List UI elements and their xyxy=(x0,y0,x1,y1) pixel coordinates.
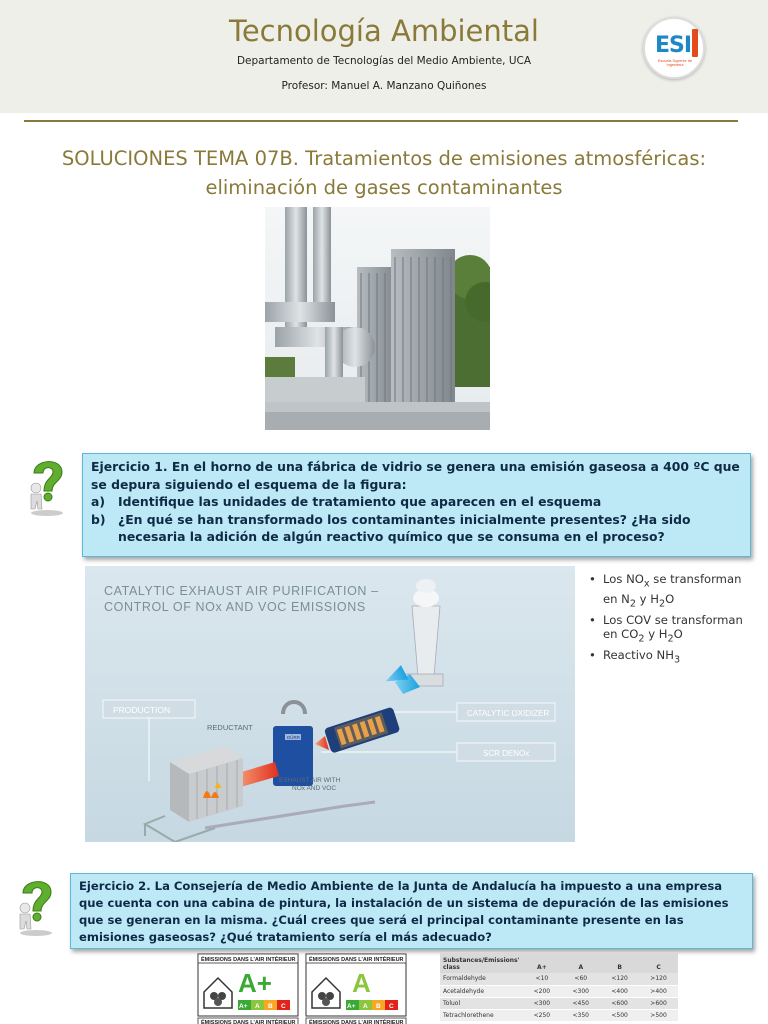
emissions-table xyxy=(440,953,678,1024)
svg-text:A+: A+ xyxy=(347,1003,356,1010)
logo-text: ESI xyxy=(655,33,692,58)
exercise-2-text: Ejercicio 2. La Consejería de Medio Ambiente de la Junta de Andalucía ha impuesto a una empresa que cuenta con una cabina de pintura, la instalación de un sistema de depuración de las emisiones que se generan en la misma. ¿Cuál crees que será el principal contaminante presente en las emisiones gaseosas? ¿Qué tratamiento sería el más adecuado? xyxy=(79,879,729,944)
scr-denox-label: SCR DENOx xyxy=(483,749,530,758)
question-mark-figure-icon xyxy=(11,875,61,937)
diagram-title-line2: CONTROL OF NOx AND VOC EMISSIONS xyxy=(104,600,366,614)
emission-class-labels xyxy=(196,952,410,1024)
answer-nox: • Los $NO_x$ se transforman en $N_2$ y $H_2O$ xyxy=(589,572,759,612)
esi-logo xyxy=(643,17,705,79)
exhaust-label-line1: EXHAUST AIR WITH xyxy=(279,777,341,784)
table-row: Toluol <300 <450 <600 >600 xyxy=(440,997,678,1009)
svg-text:C: C xyxy=(281,1003,286,1010)
catalytic-oxidizer-label: CATALYTIC OXIDIZER xyxy=(467,709,550,718)
page-title-line1: SOLUCIONES TEMA 07B. Tratamientos de emisiones atmosféricas: xyxy=(61,147,707,170)
label-a xyxy=(306,954,406,1016)
svg-text:A: A xyxy=(255,1003,260,1010)
table-row: Acetaldehyde <200 <300 <400 >400 xyxy=(440,985,678,997)
label-a-plus xyxy=(198,954,298,1016)
item-text: Identifique las unidades de tratamiento que aparecen en el esquema xyxy=(118,494,602,510)
item-label: a) xyxy=(91,494,106,510)
column-header: A+ xyxy=(522,953,561,973)
answer-cov: • Los COV se transforman en $CO_2$ y $H_2O$ xyxy=(589,613,759,647)
column-header: B xyxy=(600,953,639,973)
label-header: ÉMISSIONS DANS L'AIR INTÉRIEUR xyxy=(309,957,404,963)
production-label: PRODUCTION xyxy=(113,705,171,715)
question-mark-figure-icon xyxy=(22,455,72,517)
svg-text:B: B xyxy=(268,1003,273,1010)
table-row: Formaldehyde <10 <60 <120 >120 xyxy=(440,973,678,985)
svg-text:ÉMISSIONS DANS L'AIR INTÉRIEUR: ÉMISSIONS DANS L'AIR INTÉRIEUR xyxy=(201,1020,296,1024)
treatment-plant-photo xyxy=(265,207,490,430)
svg-text:A: A xyxy=(363,1003,368,1010)
department-text: Departamento de Tecnologías del Medio Ambiente, UCA xyxy=(236,55,532,67)
unit-brand-label: DÜRR xyxy=(287,735,300,740)
answer-reagent: • Reactivo $NH_3$ xyxy=(589,648,759,668)
exercise-2-box xyxy=(70,873,753,949)
grade-a-plus: A+ xyxy=(238,968,272,998)
svg-text:A+: A+ xyxy=(239,1003,248,1010)
catalytic-purification-diagram xyxy=(85,566,575,842)
grade-a: A xyxy=(352,968,371,998)
svg-text:ÉMISSIONS DANS L'AIR INTÉRIEUR: ÉMISSIONS DANS L'AIR INTÉRIEUR xyxy=(309,1020,404,1024)
label-header: ÉMISSIONS DANS L'AIR INTÉRIEUR xyxy=(201,957,296,963)
svg-text:B: B xyxy=(376,1003,381,1010)
answer-bullets xyxy=(589,572,759,669)
svg-text:C: C xyxy=(389,1003,394,1010)
item-text: ¿En qué se han transformado los contaminantes inicialmente presentes? ¿Ha sido necesaria la adición de algún reactivo químico que se consuma en el proceso? xyxy=(118,511,691,545)
table-header-row xyxy=(440,953,678,973)
exhaust-label-line2: NOx AND VOC xyxy=(292,785,337,792)
header-divider xyxy=(24,120,738,122)
logo-subtitle: Escuela Superior de Ingeniería xyxy=(657,59,693,67)
table-row: Tetrachlorethene <250 <350 <500 >500 xyxy=(440,1009,678,1021)
exercise-1-box xyxy=(82,453,751,557)
column-header: A xyxy=(561,953,600,973)
course-title: Tecnología Ambiental xyxy=(229,14,539,48)
professor-text: Profesor: Manuel A. Manzano Quiñones xyxy=(281,80,487,92)
exercise-1-intro: Ejercicio 1. En el horno de una fábrica de vidrio se genera una emisión gaseosa a 400 ºC que se depura siguiendo el esquema de la figura: xyxy=(91,459,740,492)
diagram-title-line1: CATALYTIC EXHAUST AIR PURIFICATION – xyxy=(104,584,379,598)
page-title xyxy=(0,144,768,202)
column-header: C xyxy=(639,953,678,973)
page-title-line2: eliminación de gases contaminantes xyxy=(205,176,563,199)
item-label: b) xyxy=(91,511,106,527)
logo-bar xyxy=(692,29,698,57)
column-header: Substances/Emissions' class xyxy=(440,953,522,973)
header-band xyxy=(0,0,768,113)
exercise-1-item-a xyxy=(91,493,742,511)
reductant-label: REDUCTANT xyxy=(207,723,253,732)
exercise-1-item-b xyxy=(91,511,742,546)
